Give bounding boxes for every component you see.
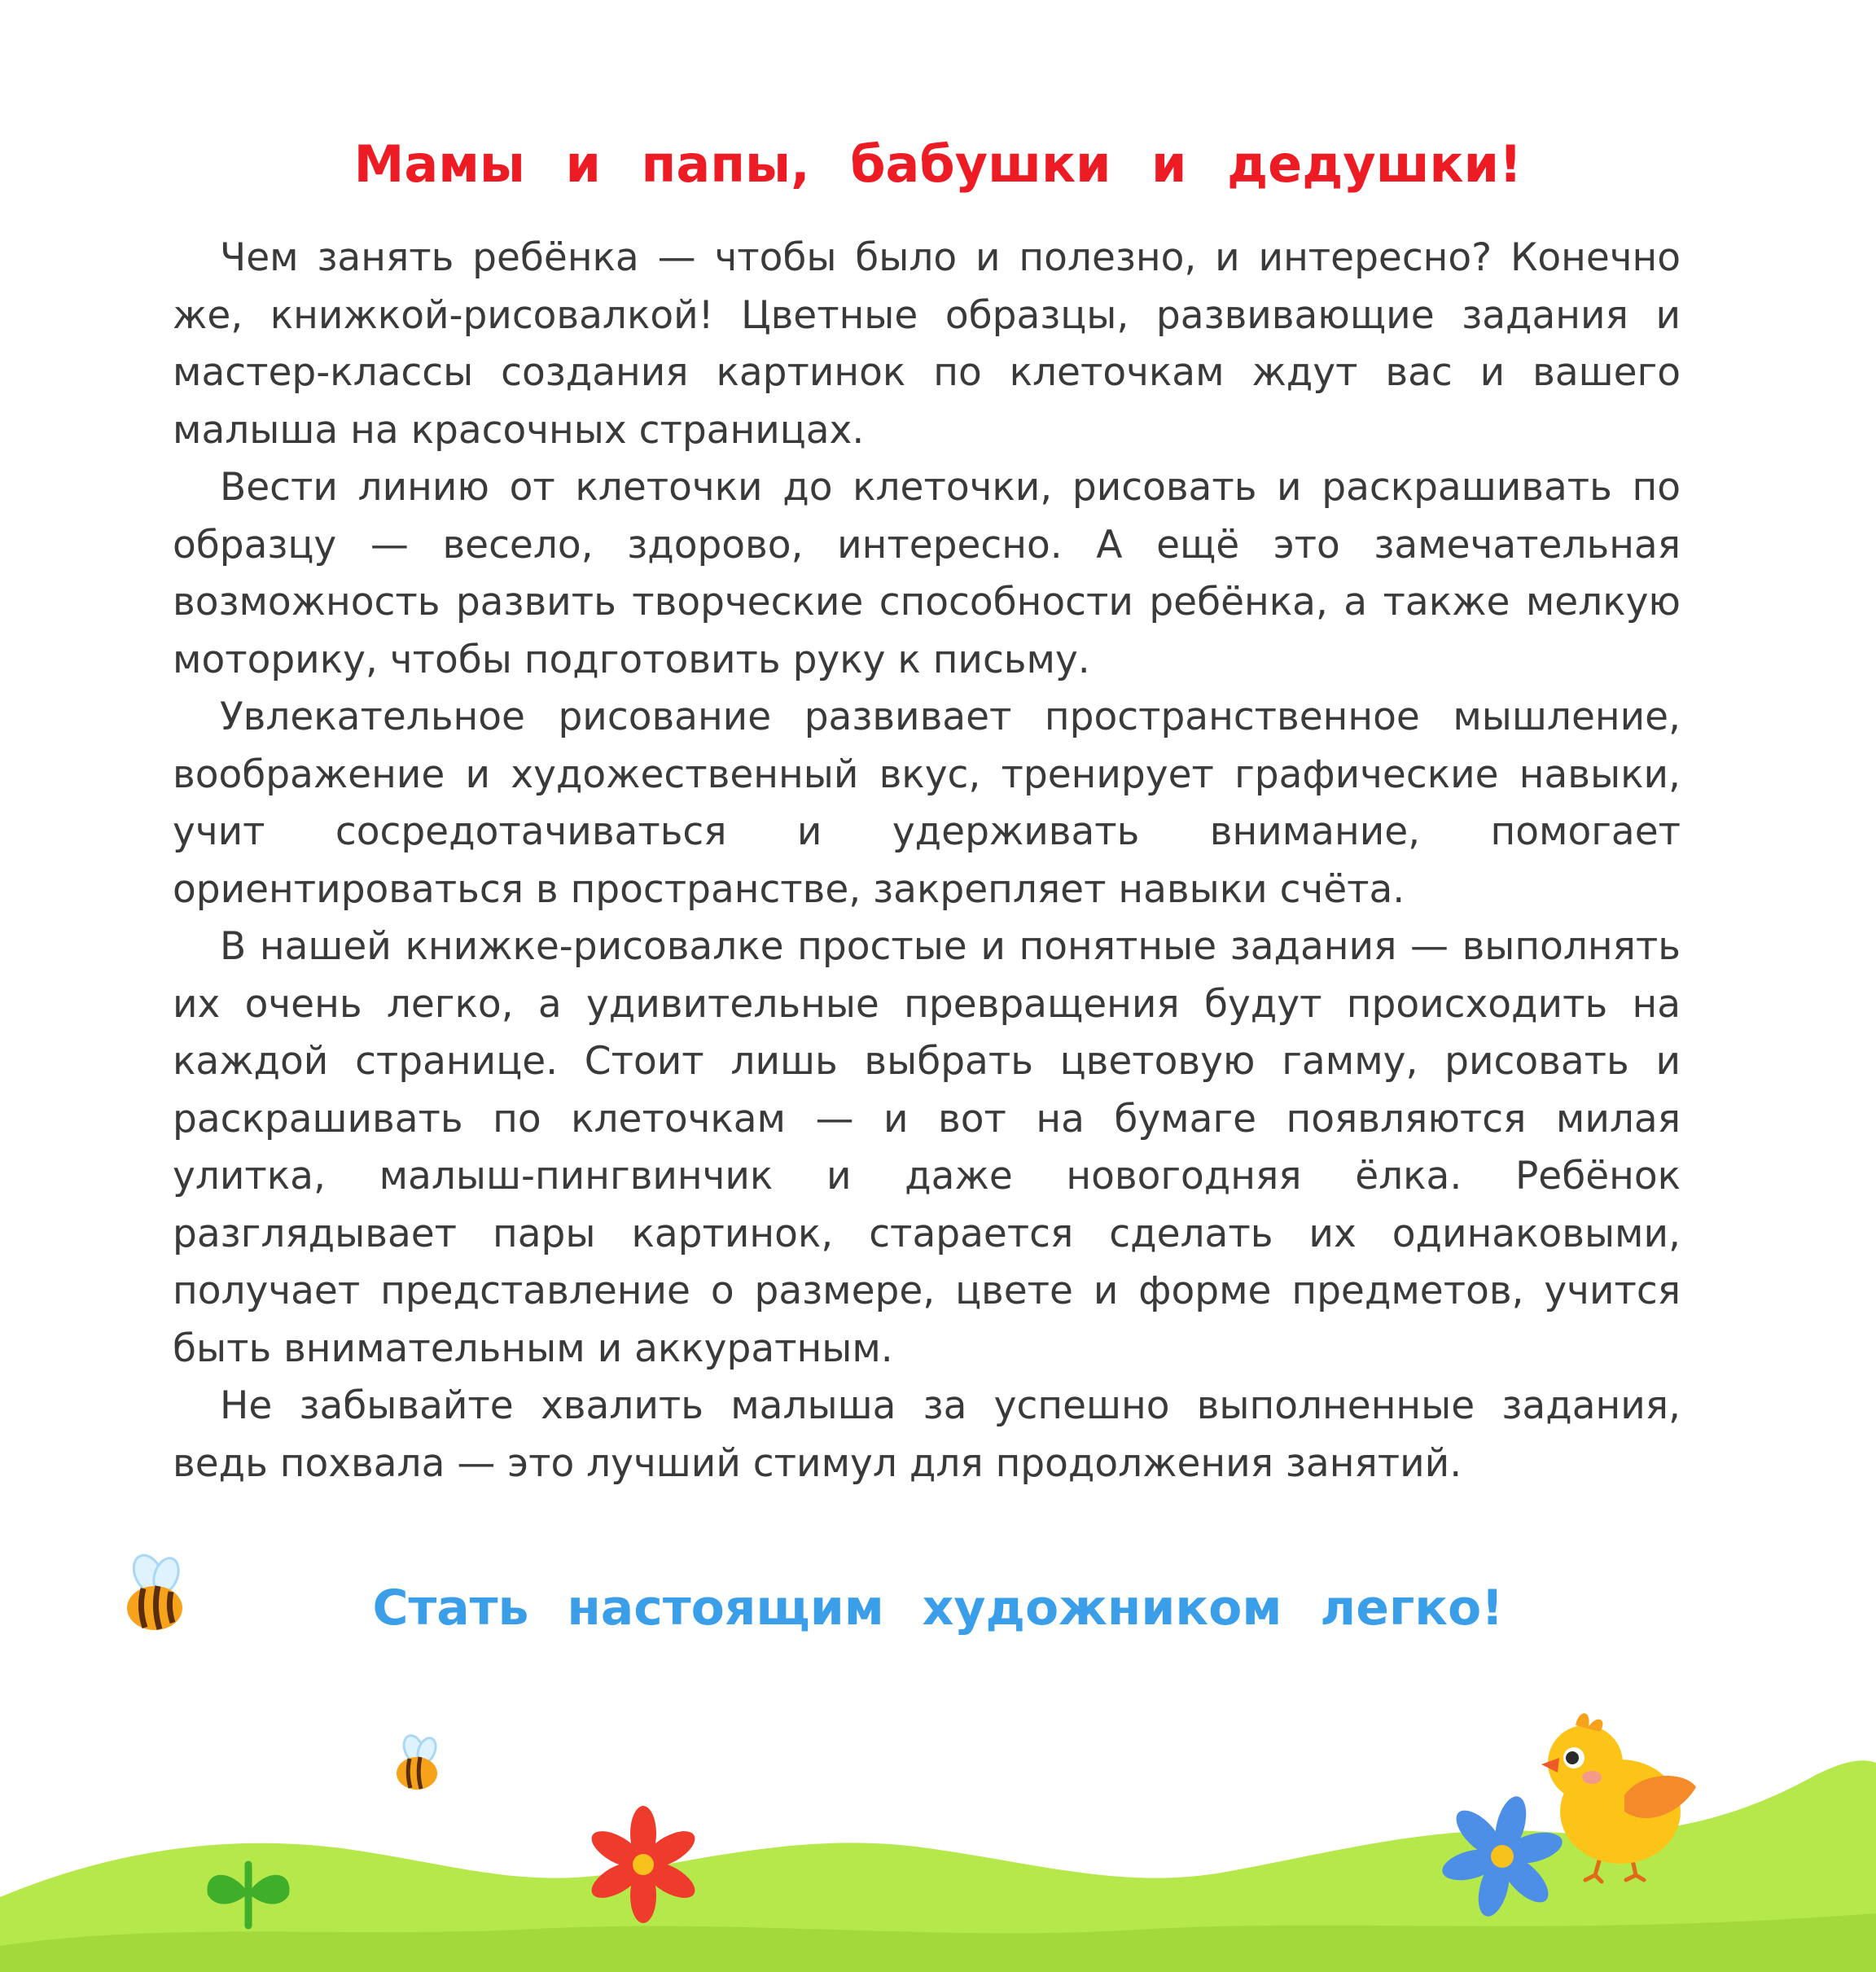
red-flower-icon: [586, 1806, 701, 1923]
intro-paragraph: В нашей книжке-рисовалке простые и понятные задания — выполнять их очень легко, а удивительные превращения будут происходить на каждой странице. Стоит лишь выбрать цветовую гамму, рисовать и раскрашивать по клеточкам — и вот на бумаге появляются милая улитка, малыш-пингвинчик и даже новогодняя ёлка. Ребёнок разглядывает пары картинок, старается сделать их одинаковыми, получает представление о размере, цвете и форме предметов, учится быть внимательным и аккуратным.: [173, 924, 1681, 1371]
chick-icon: [1541, 1713, 1696, 1882]
blue-flower-icon: [1439, 1793, 1566, 1920]
intro-paragraph: Не забывайте хвалить малыша за успешно выполненные задания, ведь похвала — это лучший стимул для продолжения занятий.: [173, 1383, 1681, 1486]
bee-icon: [397, 1733, 439, 1790]
grass-hills-shadow: [0, 1913, 1876, 1972]
grass-hills: [0, 1760, 1876, 1972]
intro-text: [173, 230, 1681, 1492]
sprout-icon: [208, 1865, 290, 1926]
intro-paragraph: Увлекательное рисование развивает пространственное мышление, воображение и художественный вкус, тренирует графические навыки, учит сосредотачиваться и удерживать внимание, помогает ориентироваться в пространстве, закрепляет навыки счёта.: [173, 695, 1681, 912]
intro-paragraph: Вести линию от клеточки до клеточки, рисовать и раскрашивать по образцу — весело, здорово, интересно. А ещё это замечательная возможность развить творческие способности ребёнка, а также мелкую моторику, чтобы подготовить руку к письму.: [173, 465, 1681, 682]
intro-paragraph: Чем занять ребёнка — чтобы было и полезно, и интересно? Конечно же, книжкой-рисовалкой! Цветные образцы, развивающие задания и мастер-классы создания картинок по клеточкам ждут вас и вашего малыша на красочных страницах.: [173, 235, 1681, 453]
page-title: Мамы и папы, бабушки и дедушки!: [353, 134, 1523, 194]
footer-slogan: Стать настоящим художником легко!: [372, 1580, 1504, 1637]
